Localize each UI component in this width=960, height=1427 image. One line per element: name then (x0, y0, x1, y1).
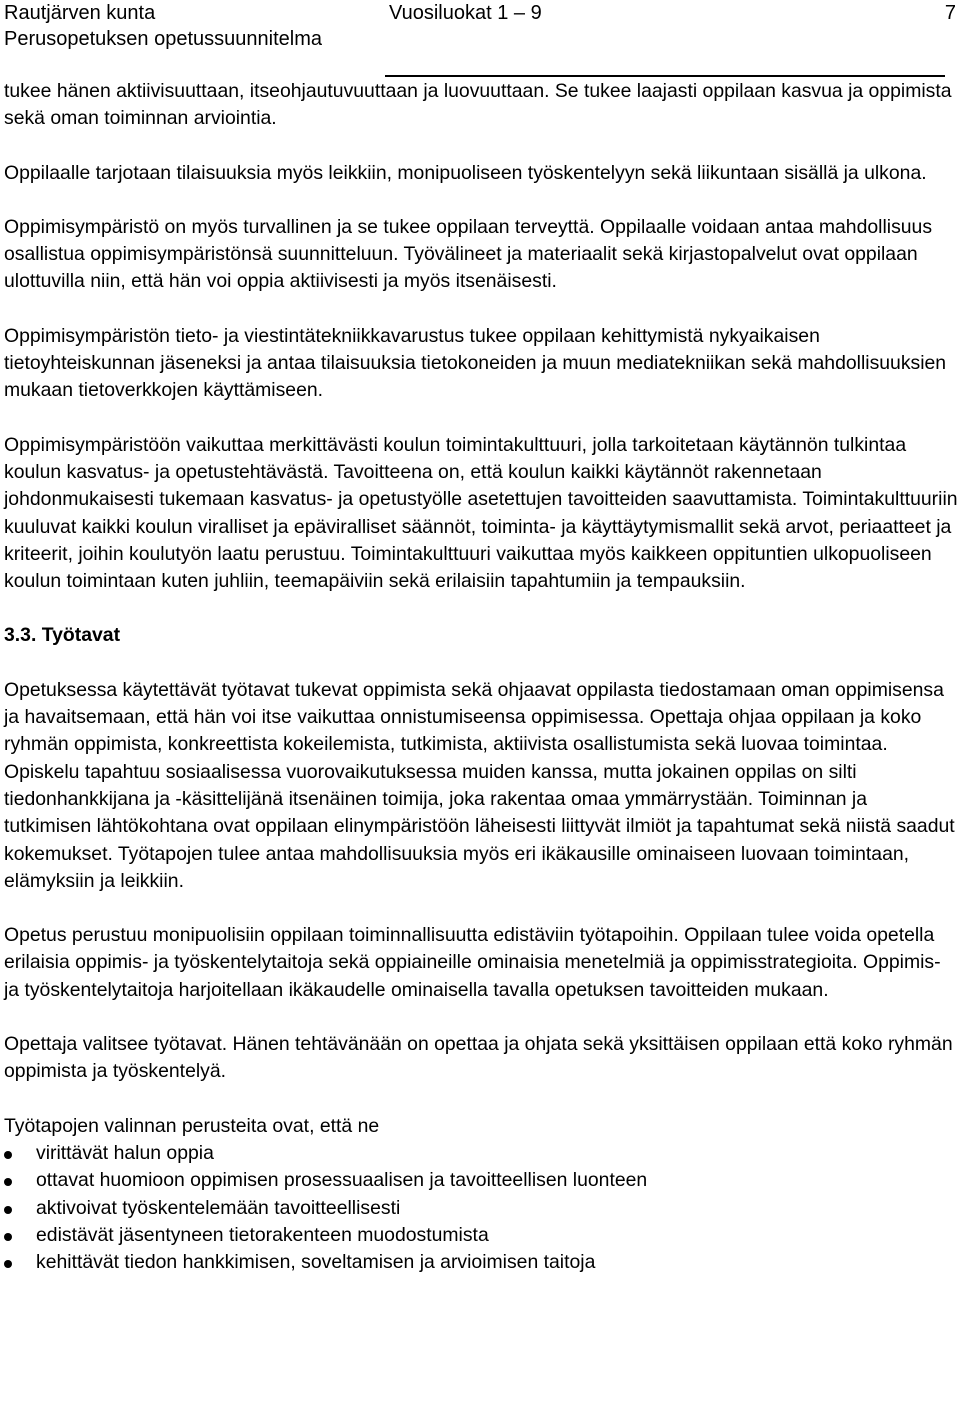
page-body (4, 78, 959, 1276)
paragraph: tukee hänen aktiivisuuttaan, itseohjautuvuuttaan ja luovuuttaan. Se tukee laajasti oppilaan kasvua ja oppimista sekä oman toiminnan arviointia. (4, 80, 952, 130)
document-subtitle: Perusopetuksen opetussuunnitelma (4, 28, 322, 50)
criteria-list (4, 1140, 959, 1276)
list-item-text: ottavat huomioon oppimisen prosessuaalisen ja tavoitteellisen luonteen (36, 1169, 648, 1192)
bullet-icon (4, 1151, 12, 1159)
list-item-text: kehittävät tiedon hankkimisen, soveltamisen ja arvioimisen taitoja (36, 1251, 596, 1274)
list-item-text: edistävät jäsentyneen tietorakenteen muodostumista (36, 1223, 489, 1246)
list-item-text: aktivoivat työskentelemään tavoitteellisesti (36, 1196, 401, 1219)
page-number: 7 (944, 2, 956, 24)
list-item (4, 1249, 959, 1276)
paragraph: Oppimisympäristön tieto- ja viestintätekniikkavarustus tukee oppilaan kehittymistä nykyaikaisen tietoyhteiskunnan jäseneksi ja antaa tilaisuuksia tietokoneiden ja muun mediatekniikan sekä mahdollisuuksien mukaan tietoverkkojen käyttämiseen. (4, 324, 947, 402)
list-item (4, 1222, 959, 1249)
section-heading: 3.3. Työtavat (4, 624, 121, 647)
paragraph: Opettaja valitsee työtavat. Hänen tehtävänään on opettaa ja ohjata sekä yksittäisen oppilaan että koko ryhmän oppimista ja työskentelyä. (4, 1033, 953, 1083)
page-header (4, 0, 956, 56)
list-item (4, 1195, 959, 1222)
document-title: Vuosiluokat 1 – 9 (389, 2, 542, 24)
paragraph: Oppimisympäristöön vaikuttaa merkittävästi koulun toimintakulttuuri, jolla tarkoitetaan käytännön tulkintaa koulun kasvatus- ja opetustehtävästä. Tavoitteena on, että koulun kaikki käytännöt rakennetaan johdonmukaisesti tukemaan kasvatus- ja opetustyölle asetettujen tavoitteiden saavuttamista. Toimintakulttuuriin kuuluvat kaikki koulun viralliset ja epäviralliset säännöt, toiminta- ja käyttäytymismallit sekä arvot, periaatteet ja kriteerit, joihin koulutyön laatu perustuu. Toimintakulttuuri vaikuttaa myös kaikkeen oppituntien ulkopuoliseen koulun toimintaan kuten juhliin, teemapäiviin sekä erilaisiin tapahtumiin ja tempauksiin. (4, 433, 958, 593)
list-item-text: virittävät halun oppia (36, 1141, 214, 1164)
paragraph: Oppilaalle tarjotaan tilaisuuksia myös leikkiin, monipuoliseen työskentelyyn sekä liikuntaan sisällä ja ulkona. (4, 161, 927, 184)
paragraph: Oppimisympäristö on myös turvallinen ja se tukee oppilaan terveyttä. Oppilaalle voidaan antaa mahdollisuus osallistua oppimisympäristönsä suunnitteluun. Työvälineet ja materiaalit sekä kirjastopalvelut ovat oppilaan ulottuvilla niin, että hän voi oppia aktiivisesti ja myös itsenäisesti. (4, 215, 933, 293)
header-divider (385, 75, 945, 77)
list-intro: Työtapojen valinnan perusteita ovat, että ne (4, 1114, 380, 1137)
list-item (4, 1167, 959, 1194)
bullet-icon (4, 1206, 12, 1214)
paragraph: Opetus perustuu monipuolisiin oppilaan toiminnallisuutta edistäviin työtapoihin. Oppilaan tulee voida opetella erilaisia oppimis- ja työskentelytaitoja sekä oppiaineille ominaisia menetelmiä ja oppimisstrategioita. Oppimis- ja työskentelytaitoja harjoitellaan ikäkaudelle ominaisella tavalla opetuksen tavoitteiden mukaan. (4, 924, 941, 1001)
organization-name: Rautjärven kunta (4, 2, 156, 24)
bullet-icon (4, 1260, 12, 1268)
paragraph: Opetuksessa käytettävät työtavat tukevat oppimista sekä ohjaavat oppilasta tiedostamaan oman oppimisensa ja havaitsemaan, että hän voi itse vaikuttaa onnistumiseensa oppimisessa. Opettaja ohjaa oppilaan ja koko ryhmän oppimista, konkreettista kokeilemista, tutkimista, aktiivista osallistumista sekä luovaa toimintaa. Opiskelu tapahtuu sosiaalisessa vuorovaikutuksessa muiden kanssa, mutta jokainen oppilas on silti tiedonhankkijana ja -käsittelijänä itsenäinen toimija, joka rakentaa omaa ymmärrystään. Toiminnan ja tutkimisen lähtökohtana ovat oppilaan elinympäristöön läheisesti liittyvät ilmiöt ja tapahtumat sekä niistä saadut kokemukset. Työtapojen tulee antaa mahdollisuuksia myös eri ikäkausille ominaiseen luovaan toimintaan, elämyksiin ja leikkiin. (4, 678, 955, 892)
bullet-icon (4, 1233, 12, 1241)
list-item (4, 1140, 959, 1167)
bullet-icon (4, 1178, 12, 1186)
